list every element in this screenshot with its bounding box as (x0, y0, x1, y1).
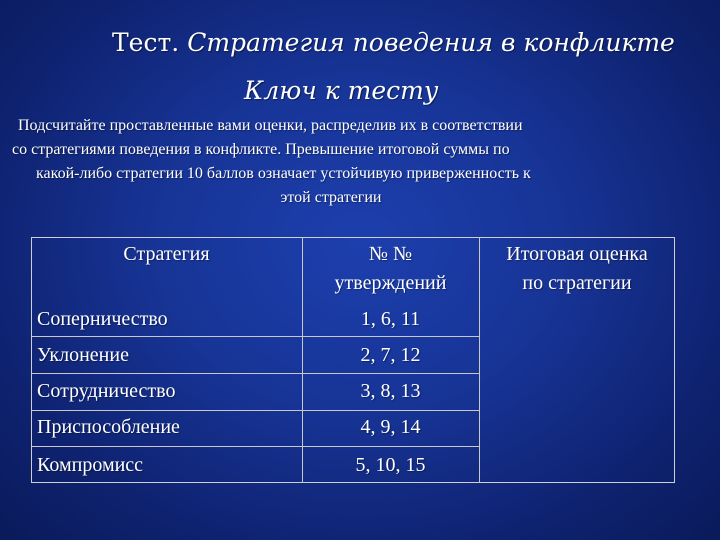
title-topic: Стратегия поведения в конфликте (187, 28, 675, 57)
header-total-line-2: по стратегии (522, 272, 632, 294)
table-row-strategy: Компромисс (37, 454, 144, 476)
table-row-strategy: Соперничество (37, 308, 168, 330)
table-row-strategy: Сотрудничество (37, 380, 176, 402)
table-row-numbers: 2, 7, 12 (360, 344, 421, 366)
instructions-text (0, 114, 662, 210)
row-divider (31, 446, 479, 447)
header-strategy: Стратегия (123, 243, 210, 265)
table-row-numbers: 4, 9, 14 (360, 416, 421, 438)
row-divider (31, 336, 479, 337)
row-divider (31, 410, 479, 411)
instructions-line-4: этой стратегии (280, 189, 382, 206)
table-row-strategy: Уклонение (37, 344, 129, 366)
page-title (112, 28, 675, 57)
row-divider (31, 373, 479, 374)
table-row-strategy: Приспособление (37, 416, 180, 438)
instructions-line-2: со стратегиями поведения в конфликте. Превышение итоговой суммы по (12, 141, 510, 158)
header-numbers-line-2: утверждений (334, 272, 447, 294)
table-row-numbers: 3, 8, 13 (360, 380, 421, 402)
strategy-table (31, 237, 675, 483)
table-row-numbers: 5, 10, 15 (355, 454, 426, 476)
header-numbers-line-1: № № (368, 243, 413, 265)
instructions-line-3: какой-либо стратегии 10 баллов означает устойчивую приверженность к (36, 165, 531, 182)
page-subtitle: Ключ к тесту (244, 76, 439, 105)
title-lead: Тест. (112, 28, 180, 57)
table-row-numbers: 1, 6, 11 (360, 308, 421, 330)
instructions-line-1: Подсчитайте проставленные вами оценки, распределив их в соответствии (18, 117, 523, 134)
header-total-line-1: Итоговая оценка (506, 243, 648, 265)
